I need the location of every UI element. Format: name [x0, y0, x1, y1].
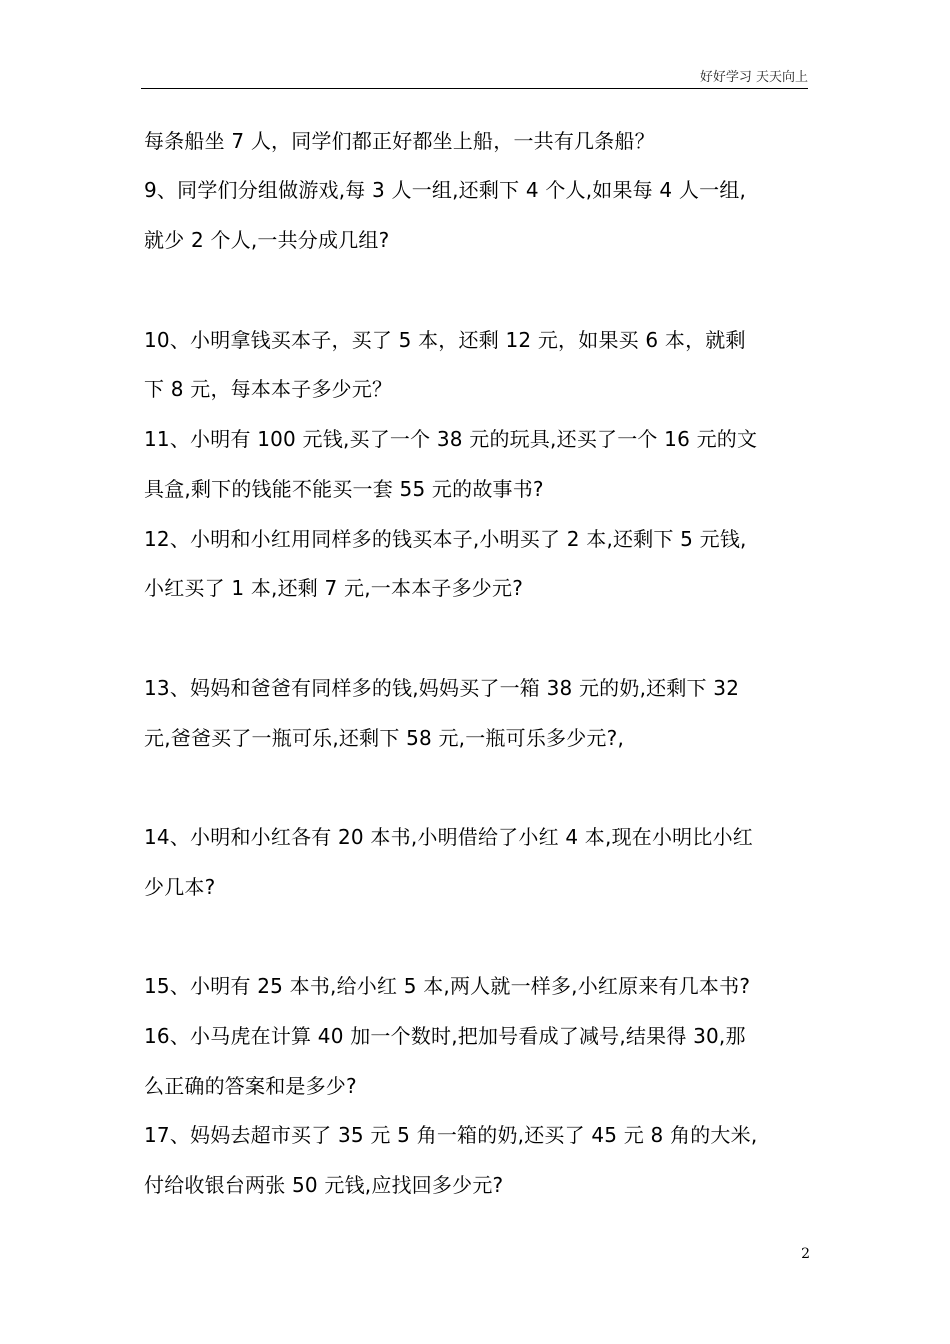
problem-11-line-2: 具盒,剩下的钱能不能买一套 55 元的故事书?	[144, 477, 544, 501]
problem-16-line-2: 么正确的答案和是多少?	[144, 1074, 357, 1098]
problem-9-line-1: 9、同学们分组做游戏,每 3 人一组,还剩下 4 个人,如果每 4 人一组,	[144, 178, 747, 202]
problem-16-line-1: 16、小马虎在计算 40 加一个数时,把加号看成了减号,结果得 30,那	[144, 1024, 746, 1048]
page-header: 好好学习 天天向上	[699, 70, 808, 85]
page-number: 2	[801, 1246, 810, 1262]
problem-14-line-2: 少几本?	[144, 875, 216, 899]
text-line: 每条船坐 7 人，同学们都正好都坐上船，一共有几条船？	[144, 129, 655, 153]
problem-13-line-2: 元,爸爸买了一瓶可乐,还剩下 58 元,一瓶可乐多少元?,	[144, 726, 625, 750]
problem-17-line-2: 付给收银台两张 50 元钱,应找回多少元?	[144, 1173, 504, 1197]
problem-11-line-1: 11、小明有 100 元钱,买了一个 38 元的玩具,还买了一个 16 元的文	[144, 427, 758, 451]
problem-13-line-1: 13、妈妈和爸爸有同样多的钱,妈妈买了一箱 38 元的奶,还剩下 32	[144, 676, 740, 700]
problem-10-line-1: 10、小明拿钱买本子，买了 5 本，还剩 12 元，如果买 6 本，就剩	[144, 328, 746, 352]
header-divider	[141, 88, 808, 89]
problem-17-line-1: 17、妈妈去超市买了 35 元 5 角一箱的奶,还买了 45 元 8 角的大米,	[144, 1123, 758, 1147]
problem-15-line-1: 15、小明有 25 本书,给小红 5 本,两人就一样多,小红原来有几本书?	[144, 974, 751, 998]
problem-12-line-1: 12、小明和小红用同样多的钱买本子,小明买了 2 本,还剩下 5 元钱,	[144, 527, 747, 551]
problem-10-line-2: 下 8 元，每本本子多少元？	[144, 377, 393, 401]
problem-12-line-2: 小红买了 1 本,还剩 7 元,一本本子多少元?	[144, 576, 524, 600]
problem-9-line-2: 就少 2 个人,一共分成几组?	[144, 228, 390, 252]
problem-14-line-1: 14、小明和小红各有 20 本书,小明借给了小红 4 本,现在小明比小红	[144, 825, 753, 849]
